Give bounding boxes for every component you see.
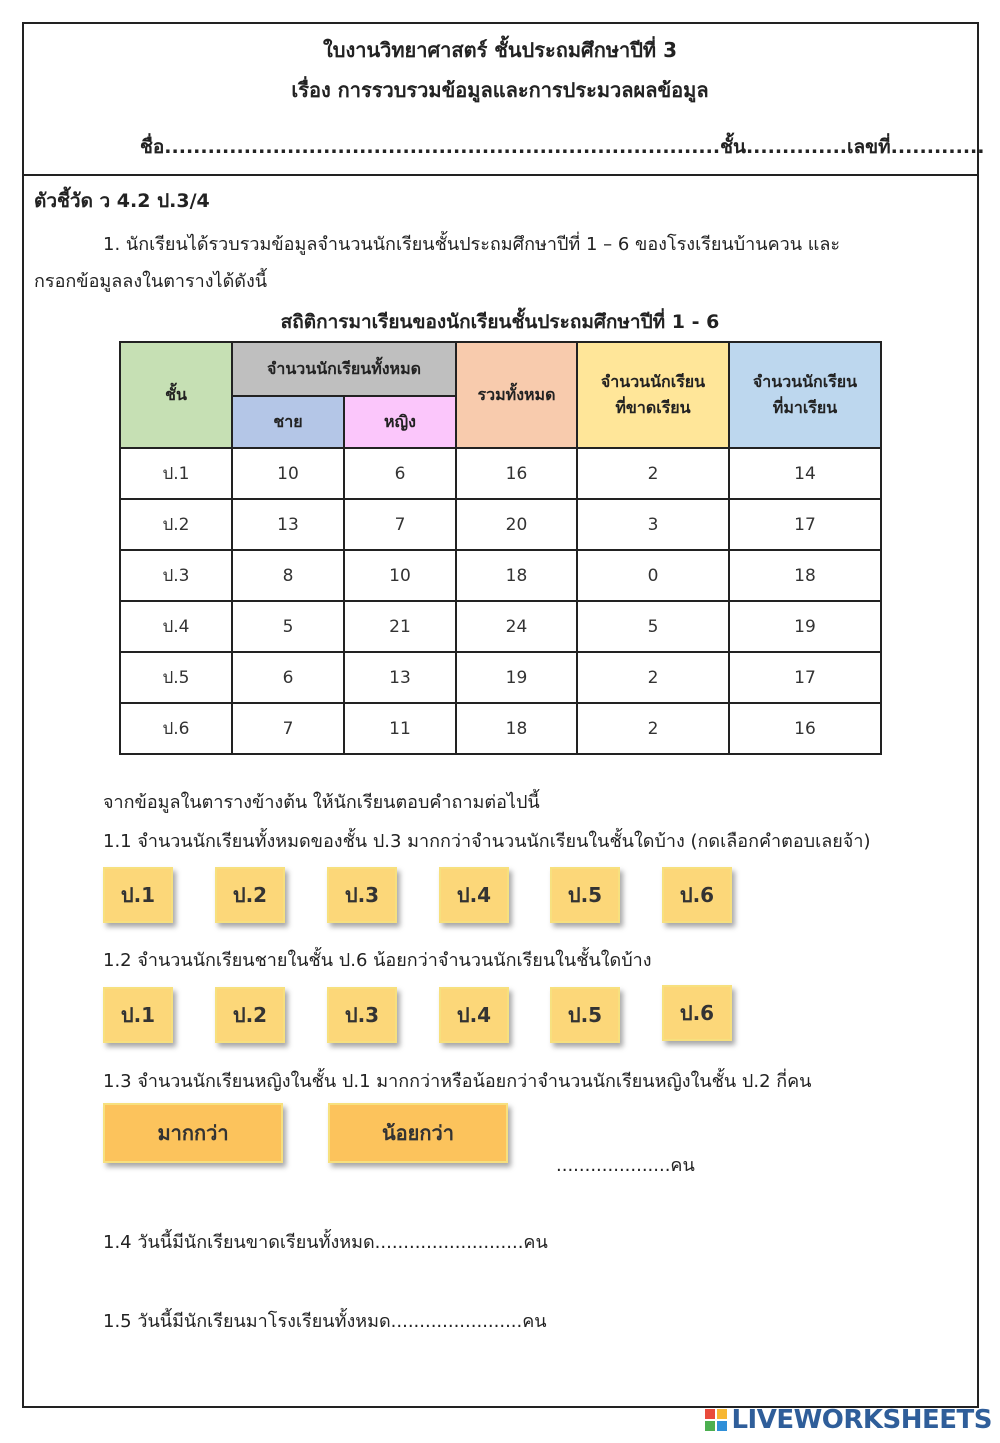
name-line: ชื่อ.............................................................................ชั้น..............เลขที่............. [140,136,985,158]
cell-present: 17 [729,652,881,703]
questions-intro: จากข้อมูลในตารางข้างต้น ให้นักเรียนตอบคำถามต่อไปนี้ [103,792,540,813]
table-row [120,448,881,499]
cell-absent: 0 [577,550,729,601]
header-divider [22,174,979,176]
cell-total: 19 [456,652,577,703]
cell-present: 18 [729,550,881,601]
intro-line-2: กรอกข้อมูลลงในตารางได้ดังนี้ [34,271,268,292]
cell-present: 19 [729,601,881,652]
cell-boys: 10 [232,448,344,499]
table-row [120,499,881,550]
liveworksheets-logo [705,1405,992,1435]
header-grade: ชั้น [120,342,232,448]
cell-total: 24 [456,601,577,652]
table-row [120,601,881,652]
cell-boys: 7 [232,703,344,754]
cell-grade: ป.3 [120,550,232,601]
q1-1-option-p1[interactable]: ป.1 [103,867,173,923]
cell-grade: ป.6 [120,703,232,754]
q1-1-option-p6[interactable]: ป.6 [662,867,732,923]
q1-2-option-p4[interactable]: ป.4 [439,987,509,1043]
cell-girls: 21 [344,601,456,652]
cell-grade: ป.4 [120,601,232,652]
q1-1-option-p5[interactable]: ป.5 [550,867,620,923]
cell-boys: 8 [232,550,344,601]
question-1-4[interactable]: 1.4 วันนี้มีนักเรียนขาดเรียนทั้งหมด..........................คน [103,1232,548,1253]
cell-grade: ป.1 [120,448,232,499]
q1-2-option-p3[interactable]: ป.3 [327,987,397,1043]
header-all-students: จำนวนนักเรียนทั้งหมด [232,342,456,396]
table-row [120,652,881,703]
cell-grade: ป.5 [120,652,232,703]
cell-girls: 6 [344,448,456,499]
q1-3-less-button[interactable]: น้อยกว่า [328,1103,508,1163]
cell-present: 17 [729,499,881,550]
brand-text: LIVEWORKSHEETS [731,1405,992,1435]
liveworksheets-icon [705,1409,727,1431]
header-absent: จำนวนนักเรียน ที่ขาดเรียน [577,342,729,448]
q1-1-option-p3[interactable]: ป.3 [327,867,397,923]
header-boys: ชาย [232,396,344,448]
cell-boys: 13 [232,499,344,550]
q1-1-option-p4[interactable]: ป.4 [439,867,509,923]
cell-girls: 7 [344,499,456,550]
cell-absent: 3 [577,499,729,550]
indicator-label: ตัวชี้วัด ว 4.2 ป.3/4 [34,190,210,212]
q1-2-option-p6[interactable]: ป.6 [662,985,732,1041]
worksheet-title: ใบงานวิทยาศาสตร์ ชั้นประถมศึกษาปีที่ 3 [322,38,677,62]
cell-boys: 5 [232,601,344,652]
q1-2-option-p5[interactable]: ป.5 [550,987,620,1043]
question-1-1: 1.1 จำนวนนักเรียนทั้งหมดของชั้น ป.3 มากกว่าจำนวนนักเรียนในชั้นใดบ้าง (กดเลือกคำตอบเลยจ้า) [103,831,871,852]
cell-absent: 2 [577,652,729,703]
cell-total: 18 [456,550,577,601]
cell-total: 18 [456,703,577,754]
cell-boys: 6 [232,652,344,703]
table-title: สถิติการมาเรียนของนักเรียนชั้นประถมศึกษาปีที่ 1 - 6 [280,311,720,333]
cell-absent: 2 [577,448,729,499]
table-row [120,550,881,601]
header-total: รวมทั้งหมด [456,342,577,448]
cell-present: 16 [729,703,881,754]
q1-1-option-p2[interactable]: ป.2 [215,867,285,923]
question-1-3: 1.3 จำนวนนักเรียนหญิงในชั้น ป.1 มากกว่าหรือน้อยกว่าจำนวนนักเรียนหญิงในชั้น ป.2 กี่คน [103,1071,812,1092]
table-row [120,703,881,754]
cell-girls: 13 [344,652,456,703]
header-girls: หญิง [344,396,456,448]
cell-absent: 2 [577,703,729,754]
cell-girls: 10 [344,550,456,601]
intro-line-1: 1. นักเรียนได้รวบรวมข้อมูลจำนวนนักเรียนชั้นประถมศึกษาปีที่ 1 – 6 ของโรงเรียนบ้านควน และ [103,234,841,255]
cell-total: 16 [456,448,577,499]
cell-grade: ป.2 [120,499,232,550]
worksheet-subtitle: เรื่อง การรวบรวมข้อมูลและการประมวลผลข้อมูล [291,78,709,102]
q1-3-more-button[interactable]: มากกว่า [103,1103,283,1163]
attendance-table [119,341,882,755]
q1-2-option-p2[interactable]: ป.2 [215,987,285,1043]
q1-2-option-p1[interactable]: ป.1 [103,987,173,1043]
cell-girls: 11 [344,703,456,754]
question-1-5[interactable]: 1.5 วันนี้มีนักเรียนมาโรงเรียนทั้งหมด.......................คน [103,1311,547,1332]
q1-3-answer-blank[interactable]: ....................คน [556,1155,695,1176]
header-present: จำนวนนักเรียน ที่มาเรียน [729,342,881,448]
cell-present: 14 [729,448,881,499]
question-1-2: 1.2 จำนวนนักเรียนชายในชั้น ป.6 น้อยกว่าจำนวนนักเรียนในชั้นใดบ้าง [103,950,652,971]
cell-absent: 5 [577,601,729,652]
cell-total: 20 [456,499,577,550]
